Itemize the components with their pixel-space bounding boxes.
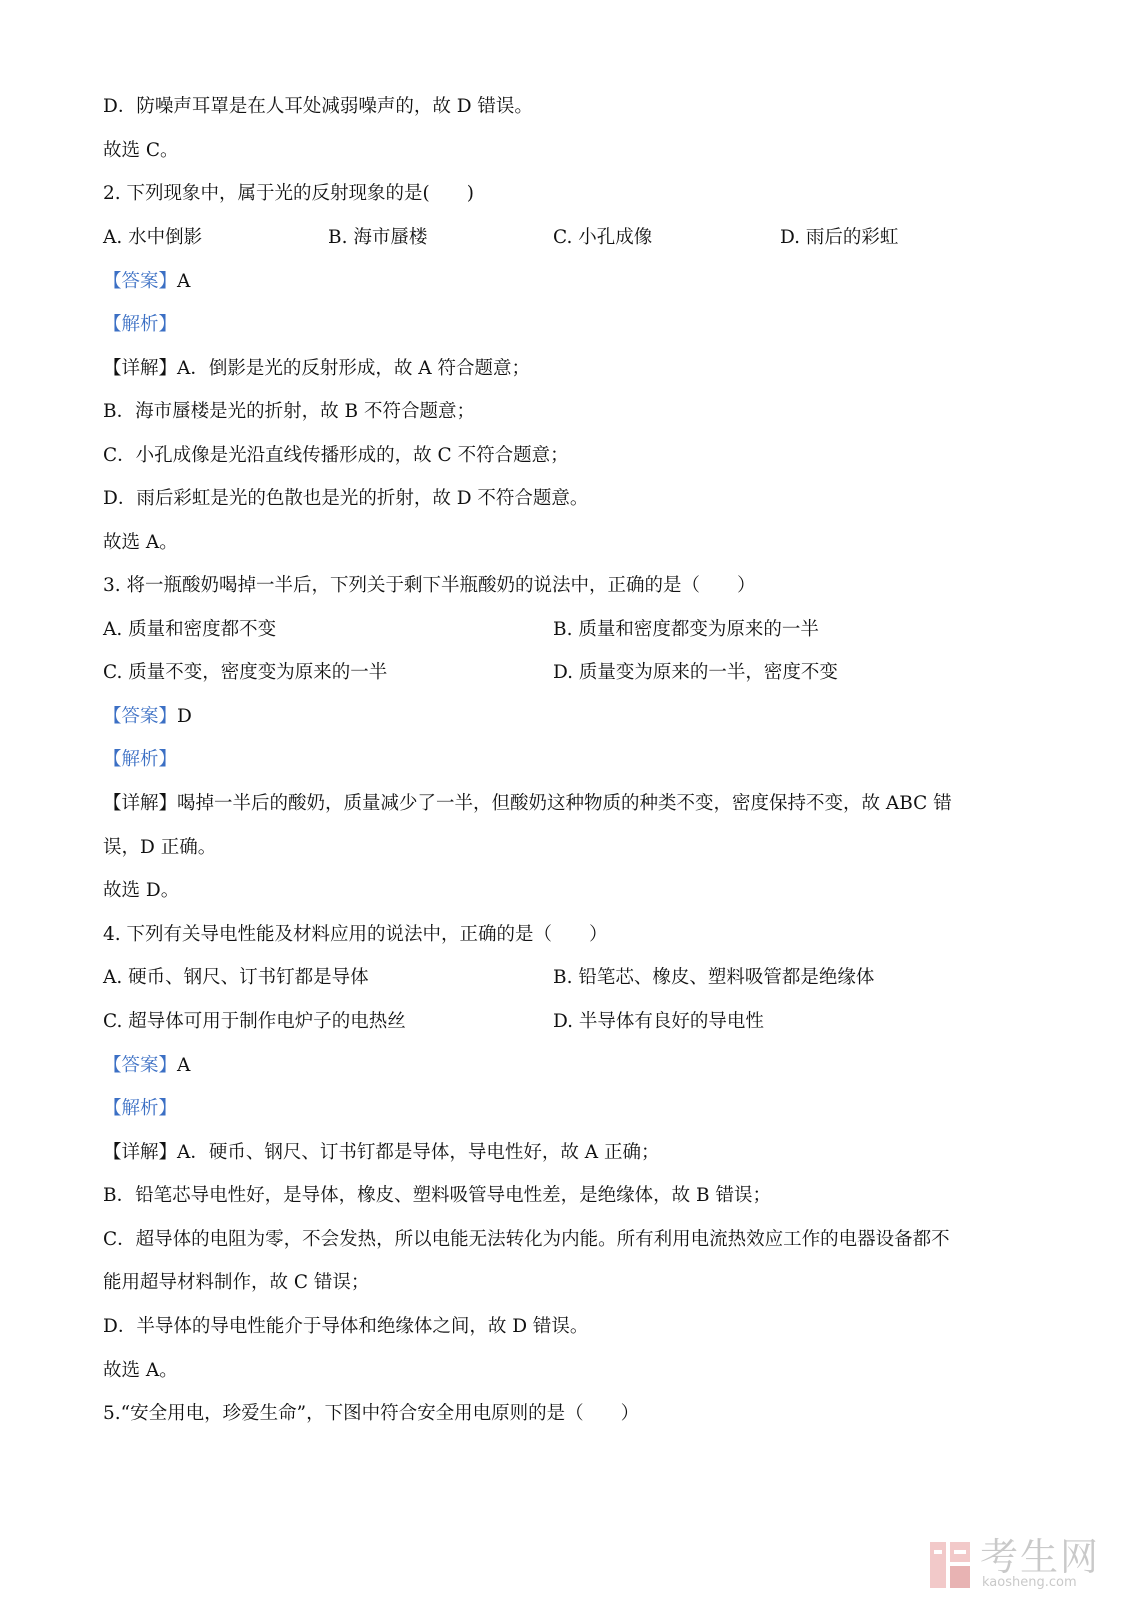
detail-line: 【详解】喝掉一半后的酸奶，质量减少了一半，但酸奶这种物质的种类不变，密度保持不变，故 ABC 错 (103, 793, 952, 814)
text-line: D．防噪声耳罩是在人耳处减弱噪声的，故 D 错误。 (103, 96, 533, 117)
question-2: 2. 下列现象中，属于光的反射现象的是( ) (103, 183, 474, 204)
answer-tag: 【答案】 (103, 271, 178, 292)
q2-option-b: B. 海市蜃楼 (328, 227, 428, 248)
text-line: C．超导体的电阻为零，不会发热，所以电能无法转化为内能。所有利用电流热效应工作的电器设备都不 (103, 1229, 950, 1250)
answer-tag: 【答案】 (103, 706, 178, 727)
q4-option-d: D. 半导体有良好的导电性 (553, 1011, 764, 1032)
text-line: D．半导体的导电性能介于导体和绝缘体之间，故 D 错误。 (103, 1316, 589, 1337)
watermark-url: kaosheng.com (982, 1575, 1077, 1590)
q2-option-a: A. 水中倒影 (103, 227, 203, 248)
question-3: 3. 将一瓶酸奶喝掉一半后，下列关于剩下半瓶酸奶的说法中，正确的是（ ） (103, 575, 756, 596)
q2-option-c: C. 小孔成像 (553, 227, 653, 248)
text-line: 故选 A。 (103, 1360, 178, 1381)
answer-value: A (177, 271, 191, 292)
analysis-tag: 【解析】 (103, 749, 178, 770)
answer-value: D (177, 706, 192, 727)
q3-option-c: C. 质量不变，密度变为原来的一半 (103, 662, 388, 683)
text-line: B．铅笔芯导电性好，是导体，橡皮、塑料吸管导电性差，是绝缘体，故 B 错误； (103, 1185, 771, 1206)
detail-line: 【详解】A．硬币、钢尺、订书钉都是导体，导电性好，故 A 正确； (103, 1142, 660, 1163)
question-5: 5.“安全用电，珍爱生命”，下图中符合安全用电原则的是（ ） (103, 1403, 640, 1424)
kaosheng-logo-icon (928, 1538, 974, 1592)
text-line: 故选 C。 (103, 140, 179, 161)
q4-option-b: B. 铅笔芯、橡皮、塑料吸管都是绝缘体 (553, 967, 875, 988)
answer-tag: 【答案】 (103, 1055, 178, 1076)
q3-option-b: B. 质量和密度都变为原来的一半 (553, 619, 819, 640)
text-line: C．小孔成像是光沿直线传播形成的，故 C 不符合题意； (103, 445, 569, 466)
analysis-tag: 【解析】 (103, 1098, 178, 1119)
text-line: 误，D 正确。 (103, 837, 217, 858)
text-line: 故选 D。 (103, 880, 180, 901)
answer-line-q4 (103, 1054, 190, 1078)
question-4: 4. 下列有关导电性能及材料应用的说法中，正确的是（ ） (103, 924, 608, 945)
q4-option-a: A. 硬币、钢尺、订书钉都是导体 (103, 967, 369, 988)
analysis-tag: 【解析】 (103, 314, 178, 335)
q3-option-d: D. 质量变为原来的一半，密度不变 (553, 662, 838, 683)
q2-option-d: D. 雨后的彩虹 (780, 227, 899, 248)
text-line: 故选 A。 (103, 532, 178, 553)
answer-line-q2 (103, 270, 190, 294)
q4-option-c: C. 超导体可用于制作电炉子的电热丝 (103, 1011, 406, 1032)
watermark (928, 1536, 1118, 1594)
answer-value: A (177, 1055, 191, 1076)
detail-line: 【详解】A．倒影是光的反射形成，故 A 符合题意； (103, 358, 530, 379)
watermark-text: 考生网 (980, 1535, 1101, 1579)
text-line: 能用超导材料制作，故 C 错误； (103, 1272, 370, 1293)
answer-line-q3 (103, 705, 192, 729)
q3-option-a: A. 质量和密度都不变 (103, 619, 277, 640)
text-line: D．雨后彩虹是光的色散也是光的折射，故 D 不符合题意。 (103, 488, 589, 509)
text-line: B．海市蜃楼是光的折射，故 B 不符合题意； (103, 401, 475, 422)
